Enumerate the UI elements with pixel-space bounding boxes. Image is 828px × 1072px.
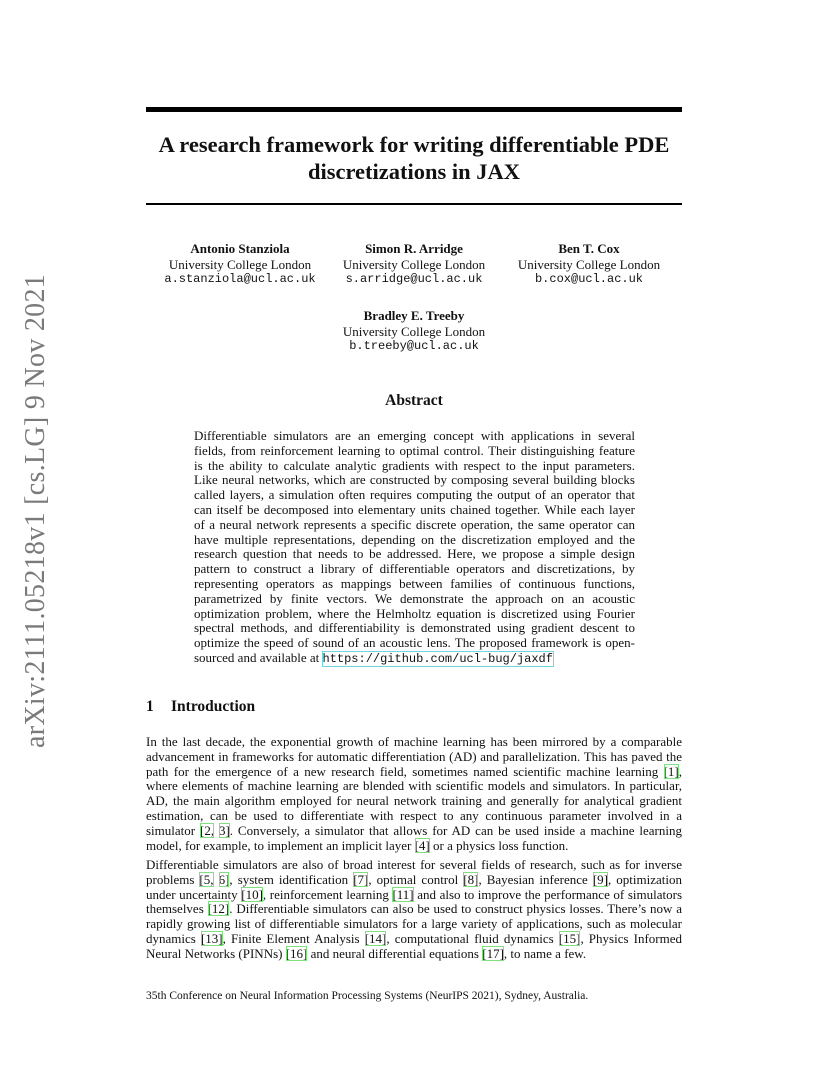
author-name: Antonio Stanziola [190,241,290,256]
paper-title: A research framework for writing differentiable PDE discretizations in JAX [158,132,670,184]
citation-link[interactable]: [2, [199,822,215,838]
section-number: 1 [146,698,154,715]
citation-link[interactable]: [4] [414,837,430,853]
citation-link[interactable]: [9] [592,871,608,887]
citation-link[interactable]: [8] [463,871,479,887]
author-name: Ben T. Cox [558,241,620,256]
author-name: Simon R. Arridge [365,241,463,256]
citation-link[interactable]: [12] [207,901,230,917]
author-block [494,241,684,288]
author-email[interactable]: s.arridge@ucl.ac.uk [345,272,483,286]
author-block [319,241,509,288]
citation-link[interactable]: [14] [364,930,387,946]
author-name: Bradley E. Treeby [363,308,465,323]
citation-link[interactable]: [17] [482,945,504,961]
author-affiliation: University College London [517,256,661,272]
citation-link[interactable]: [11] [392,886,414,902]
intro-paragraph-2: Differentiable simulators are also of broad interest for several fields of research, such as for inverse problems [5, 6], system identification [7], optimal control [8], Bayesian inference [9], optimization under uncertainty [10], reinforcement learning [11] and also to improve the performance of simulators themselves [12]. Differentiable simulators can also be used to construct physics losses. There’s now a rapidly growing list of differentiable simulators for a large variety of applications, such as molecular dynamics [13], Finite Element Analysis [14], computational fluid dynamics [15], Physics Informed Neural Networks (PINNs) [16] and neural differential equations [17], to name a few. [146,857,683,961]
section-title: Introduction [171,698,256,715]
title-bottom-rule [146,203,682,205]
author-email[interactable]: a.stanziola@ucl.ac.uk [164,272,316,286]
section-heading [146,698,255,716]
citation-link[interactable]: [1] [663,763,679,779]
abstract-body [194,429,635,667]
author-email[interactable]: b.cox@ucl.ac.uk [534,272,644,286]
arxiv-identifier: arXiv:2111.05218v1 [cs.LG] 9 Nov 2021 [20,273,51,748]
author-affiliation: University College London [342,256,486,272]
author-email[interactable]: b.treeby@ucl.ac.uk [349,339,479,353]
author-affiliation: University College London [342,323,486,339]
abstract-heading: Abstract [385,392,443,409]
citation-link[interactable]: [10] [241,886,263,902]
intro-paragraph-1: In the last decade, the exponential growth of machine learning has been mirrored by a comparable advancement in frameworks for automatic differentiation (AD) and parallelization. This has paved the path for the emergence of a new research field, sometimes named scientific machine learning [1], where elements of machine learning are blended with scientific models and simulators. In particular, AD, the main algorithm employed for neural network training and generally for analytical gradient estimation, can be used to differentiate with respect to any continuous parameter involved in a simulator [2, 3]. Conversely, a simulator that allows for AD can be used inside a machine learning model, for example, to implement an implicit layer [4] or a physics loss function. [146,734,683,853]
author-block [145,241,335,288]
github-link[interactable]: https://github.com/ucl-bug/jaxdf [322,651,553,666]
title-top-rule [146,107,682,112]
citation-link[interactable]: 6] [218,871,230,887]
author-affiliation: University College London [168,256,312,272]
citation-link[interactable]: [15] [558,930,581,946]
conference-footnote: 35th Conference on Neural Information Processing Systems (NeurIPS 2021), Sydney, Australia. [146,990,589,1002]
citation-link[interactable]: [5, [199,871,214,887]
abstract-text: Differentiable simulators are an emerging concept with applications in several fields, from reinforcement learning to optimal control. Their distinguishing feature is the ability to calculate analytic gradients with respect to the input parameters. Like neural networks, which are constructed by composing several building blocks called layers, a simulation often requires computing the output of an operator that can itself be decomposed into elementary units chained together. While each layer of a neural network represents a specific discrete operation, the same operator can have multiple representations, depending on the discretization employed and the research question that needs to be addressed. Here, we propose a simple design pattern to construct a library of differentiable operators and discretizations, by representing operators as mappings between families of continuous functions, parametrized by finite vectors. We demonstrate the approach on an acoustic optimization problem, where the Helmholtz equation is discretized using Fourier spectral methods, and differentiability is demonstrated using gradient descent to optimize the speed of sound of an acoustic lens. The proposed framework is open-sourced and available at [194,428,635,665]
author-block [319,308,509,355]
citation-link[interactable]: [13] [200,930,223,946]
citation-link[interactable]: 3] [218,822,230,838]
citation-link[interactable]: [16] [285,945,308,961]
citation-link[interactable]: [7] [353,871,369,887]
